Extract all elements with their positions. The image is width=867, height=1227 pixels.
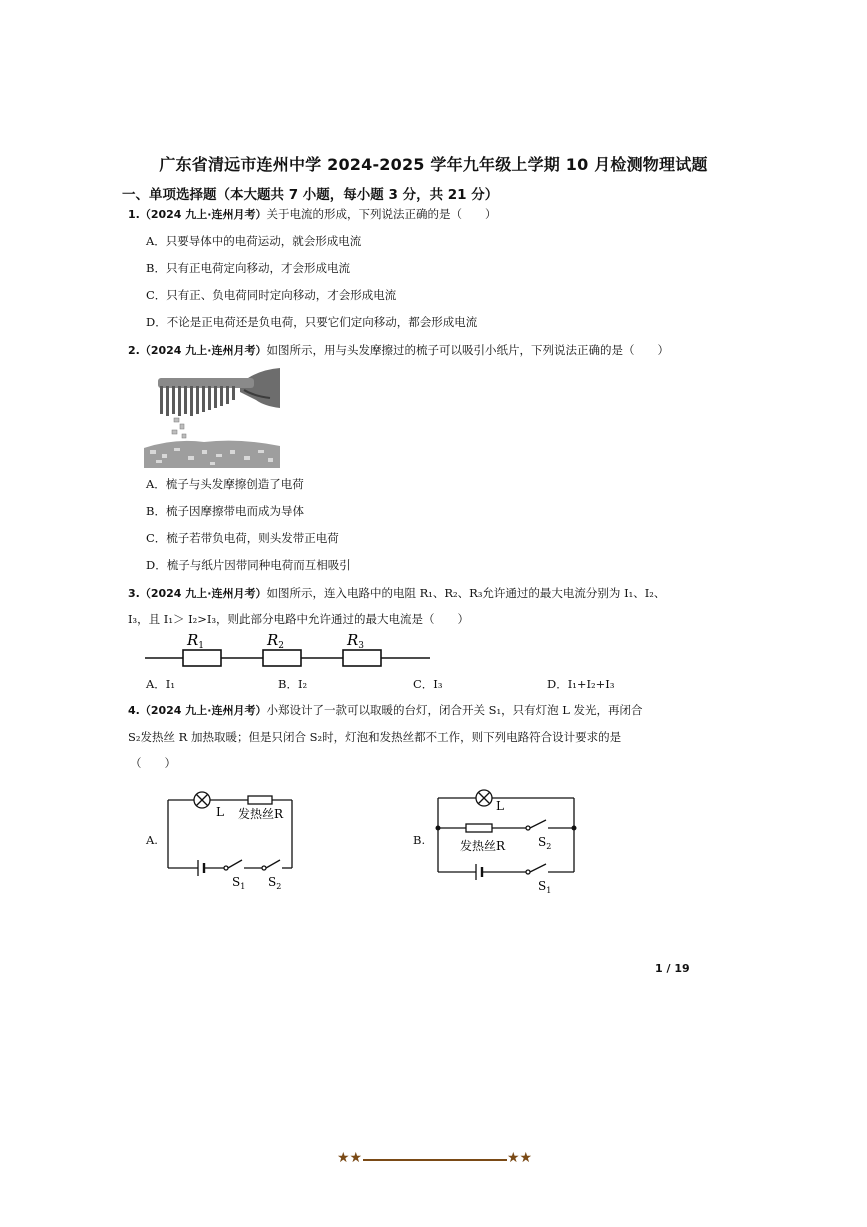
page-title: 广东省清远市连州中学 2024-2025 学年九年级上学期 10 月检测物理试题 [159,155,708,174]
footer-ornament [337,1150,537,1170]
circuit-b-lamp-label: L [496,799,504,813]
q3-option-a: A．I₁ [146,677,175,691]
question-2-stem: 2.（2024 九上·连州月考）如图所示，用与头发摩擦过的梳子可以吸引小纸片，下列说法正确的是（ ） [128,343,669,357]
resistor-r2 [263,650,301,666]
circuit-b-label: B. [413,833,426,847]
q2-option-a: A．梳子与头发摩擦创造了电荷 [146,477,304,491]
q2-option-c: C．梳子若带负电荷，则头发带正电荷 [146,531,339,545]
page-number: 1 / 19 [655,962,690,975]
question-1-stem: 1.（2024 九上·连州月考）关于电流的形成，下列说法正确的是（ ） [128,207,497,221]
circuit-a-label: A. [146,833,158,847]
question-4-stem-line1: 4.（2024 九上·连州月考）小郑设计了一款可以取暖的台灯，闭合开关 S₁，只有灯泡 L 发光，再闭合 [128,703,643,717]
circuit-a-s2-label: $S_2$ [268,875,282,891]
q3-option-d: D．I₁+I₂+I₃ [547,677,615,691]
q1-option-a: A．只要导体中的电荷运动，就会形成电流 [146,234,362,248]
label-r2: $R_2$ [267,631,285,651]
circuit-b-s1-label: $S_1$ [538,879,552,895]
label-r3: $R_3$ [347,631,365,651]
q1-option-b: B．只有正电荷定向移动，才会形成电流 [146,261,350,275]
q2-option-b: B．梳子因摩擦带电而成为导体 [146,504,304,518]
q1-option-d: D．不论是正电荷还是负电荷，只要它们定向移动，都会形成电流 [146,315,478,329]
comb-photo [144,362,280,468]
footer-stars-right: ★★ [507,1150,533,1166]
circuit-b-diagram [430,784,582,896]
question-3-stem-line1: 3.（2024 九上·连州月考）如图所示，连入电路中的电阻 R₁、R₂、R₃允许通过的最大电流分别为 I₁、I₂、 [128,586,666,600]
footer-stars-left: ★★ [337,1150,363,1166]
circuit-a-diagram [160,786,300,894]
resistor-r3 [343,650,381,666]
circuit-a-s1-label: $S_1$ [232,875,246,891]
circuit-b-heater-label: 发热丝R [460,839,506,853]
q3-option-b: B．I₂ [278,677,308,691]
section-heading: 一、单项选择题（本大题共 7 小题，每小题 3 分，共 21 分） [122,187,499,203]
circuit-a-lamp-label: L [216,805,224,819]
q1-option-c: C．只有正、负电荷同时定向移动，才会形成电流 [146,288,397,302]
circuit-b-s2-label: $S_2$ [538,835,552,851]
label-r1: $R_1$ [187,631,205,651]
resistor-r1 [183,650,221,666]
question-4-stem-line3: （ ） [130,756,176,770]
question-3-stem-line2: I₃，且 I₁＞ I₂>I₃，则此部分电路中允许通过的最大电流是（ ） [128,612,470,626]
footer-rule [363,1159,507,1161]
q3-option-c: C．I₃ [413,677,443,691]
question-4-stem-line2: S₂发热丝 R 加热取暖；但是只闭合 S₂时，灯泡和发热丝都不工作，则下列电路符合设计要求的是 [128,730,622,744]
circuit-a-heater-label: 发热丝R [238,807,284,821]
series-resistor-diagram [145,630,430,674]
q2-option-d: D．梳子与纸片因带同种电荷而互相吸引 [146,558,351,572]
